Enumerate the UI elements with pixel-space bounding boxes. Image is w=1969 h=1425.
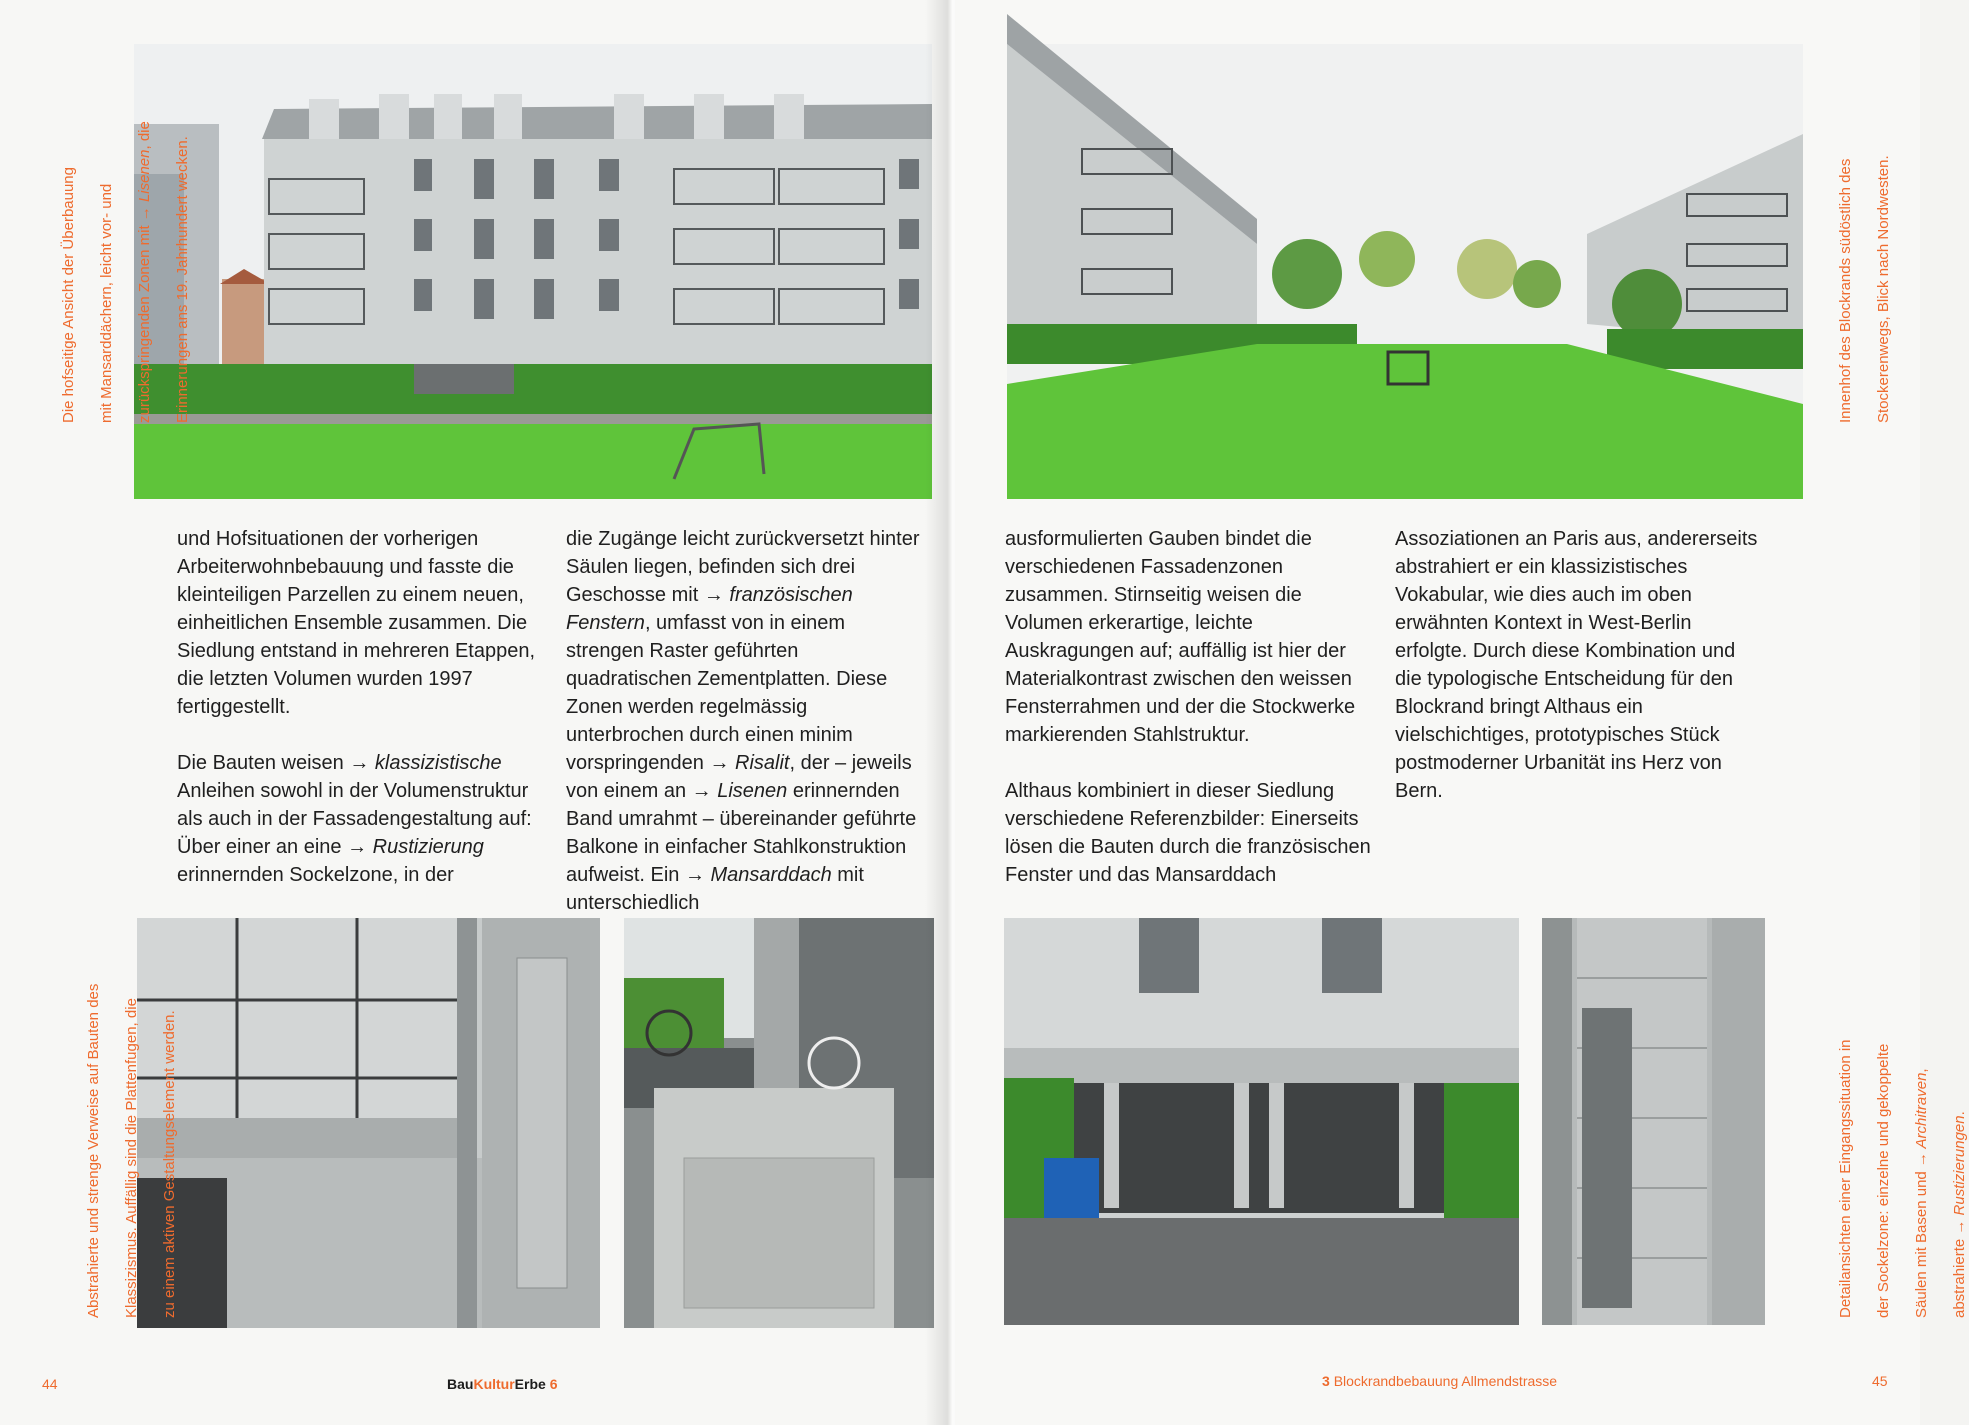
paragraph: Althaus kombiniert in dieser Siedlung verschiedene Referenzbilder: Einerseits lösen die Bauten durch die französischen Fenster und das Mansarddach <box>1005 780 1371 886</box>
paragraph: Assoziationen an Paris aus, andererseits abstrahiert er ein klassizistisches Vokabular, wie dies auch im oben erwähnten Kontext in West-Berlin erfolgte. Durch diese Kombination und die typologische Entscheidung für den Blockrand bringt Althaus ein vielschichtiges, prototypisches Stück postmoderner Urbanität ins Herz von Bern. <box>1395 528 1758 802</box>
paragraph: Die Bauten weisen → klassizistische Anleihen sowohl in der Volumenstruktur als auch in der Fassadengestaltung auf: Über einer an eine → Rustizierung erinnernden Sockelzone, in der <box>177 752 532 886</box>
left-page <box>0 0 955 1425</box>
photo-facade-detail <box>137 918 600 1328</box>
photo-column-bicycles <box>624 918 934 1328</box>
photo-courtyard-facade <box>134 44 932 499</box>
brand-logo: BauKulturErbe 6 <box>447 1376 558 1392</box>
caption-bottom-right: Detailansichten einer Eingangssituation in der Sockelzone: einzelne und gekoppelte Säulen mit Basen und → Architraven, abstrahierte → Rustizierungen. <box>1837 1039 1968 1318</box>
photo-rusticated-wall <box>1542 918 1765 1325</box>
paragraph: ausformulierten Gauben bindet die verschiedenen Fassadenzonen zusammen. Stirnseitig weisen die Volumen erkerartige, leichte Auskragungen auf; auffällig ist hier der Materialkontrast zwischen den weissen Fensterrahmen und der die Stockwerke markierenden Stahlstruktur. <box>1005 528 1356 746</box>
caption-top-right: Innenhof des Blockrands südöstlich des Stockerenwegs, Blick nach Nordwesten. <box>1837 155 1892 423</box>
section-title: 3 Blockrandbebauung Allmendstrasse <box>1322 1373 1558 1389</box>
caption-top-left: Die hofseitige Ansicht der Überbauung mit Mansarddächern, leicht vor- und zurückspringenden Zonen mit → Lisenen, die Erinnerungen ans 19. Jahrhundert wecken. <box>60 121 191 423</box>
photo-entrance-columns <box>1004 918 1519 1325</box>
paragraph: die Zugänge leicht zurückversetzt hinter Säulen liegen, befinden sich drei Geschosse mit → französischen Fenstern, umfasst von in einem strengen Raster geführten quadratischen Zementplatten. Diese Zonen werden regelmässig unterbrochen durch einen minim vorspringenden → Risalit, der – jeweils von einem an → Lisenen erinnernden Band umrahmt – übereinander geführte Balkone in einfacher Stahlkonstruktion aufweist. Ein → Mansarddach mit unterschiedlich <box>566 528 920 914</box>
text-column-3 <box>1005 525 1373 917</box>
text-column-1 <box>177 525 537 917</box>
caption-bottom-left: Abstrahierte und strenge Verweise auf Bauten des Klassizismus. Auffällig sind die Plattenfugen, die zu einem aktiven Gestaltungselement werden. <box>85 983 178 1318</box>
page-number-left: 44 <box>42 1376 58 1392</box>
page-number-right: 45 <box>1872 1373 1888 1389</box>
photo-inner-courtyard <box>1007 44 1803 499</box>
right-page <box>955 0 1968 1425</box>
text-column-2 <box>566 525 928 945</box>
paragraph: und Hofsituationen der vorherigen Arbeiterwohnbebauung und fasste die kleinteiligen Parzellen zu einem neuen, einheitlichen Ensemble zusammen. Die Siedlung entstand in mehreren Etappen, die letzten Volumen wurden 1997 fertiggestellt. <box>177 528 536 718</box>
text-column-4 <box>1395 525 1765 833</box>
